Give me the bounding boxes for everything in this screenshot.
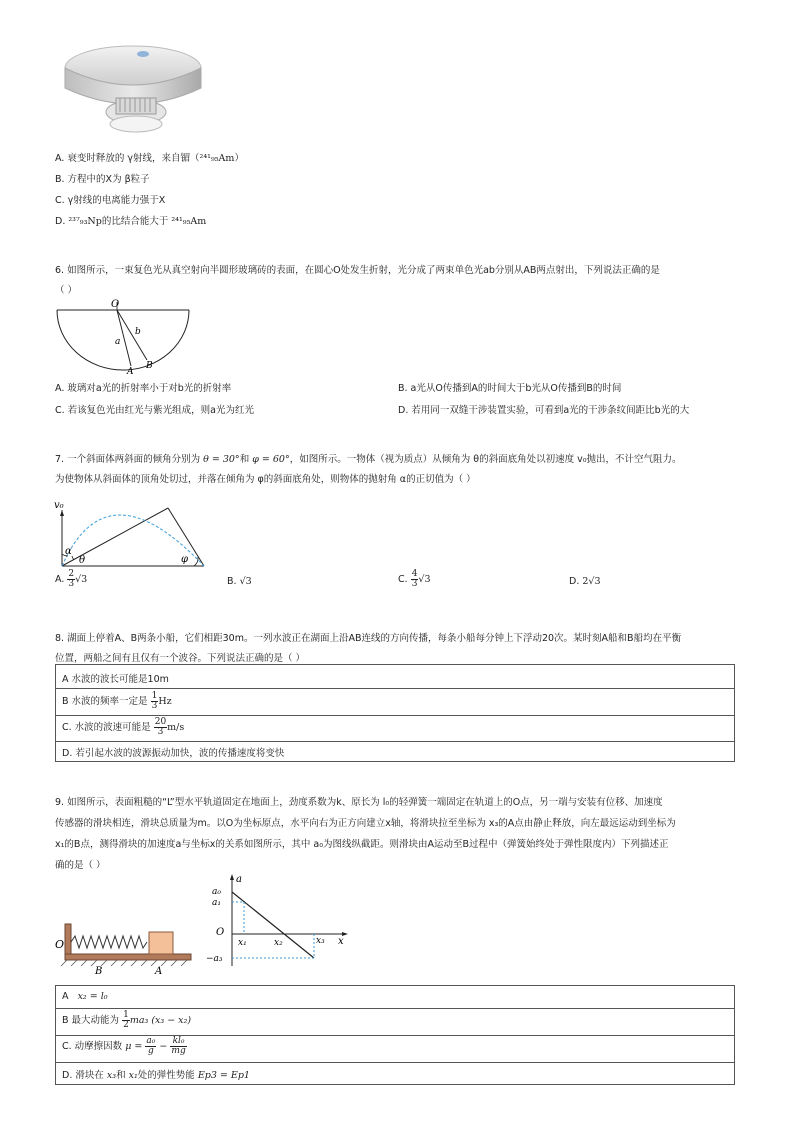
q9-row-divider	[56, 1062, 734, 1063]
q5-option-d-nuclide2: ²⁴¹₉₅Am	[171, 216, 207, 227]
q6-label-B: B	[146, 361, 153, 371]
q9-label-A: A	[155, 966, 163, 976]
q6-stem-line1: 6. 如图所示，一束复色光从真空射向半圆形玻璃砖的表面，在圆心O处发生折射，光分成了两束单色光ab分别从AB两点射出，下列说法正确的是	[55, 265, 660, 276]
q7-option-a-num: 2	[68, 569, 75, 579]
q9-graph-label-a0: a₀	[212, 887, 221, 897]
q9-option-c-frac1	[145, 1037, 156, 1056]
q9-option-c	[62, 1037, 187, 1056]
q8-option-c-unit: m/s	[167, 722, 185, 733]
q9-option-a-label: A	[62, 991, 69, 1002]
q9-graph-label-x2: x₂	[274, 938, 283, 948]
q9-option-d-mid: 处的弹性势能	[137, 1070, 195, 1081]
q8-option-d: D. 若引起水波的波源振动加快，波的传播速度将变快	[62, 748, 285, 759]
q6-stem-line2: （ ）	[55, 285, 78, 296]
q9-option-d-eq: Ep3 = Ep1	[197, 1070, 250, 1081]
q9-option-c-num1: a₀	[146, 1036, 156, 1046]
q7-option-a-root: √3	[75, 574, 88, 585]
q6-label-A: A	[127, 367, 134, 374]
q7-label-alpha: α	[65, 546, 72, 557]
q7-option-b	[227, 576, 252, 587]
q9-stem-line2: 传感器的滑块相连，滑块总质量为m。以O为坐标原点，水平向右为正方向建立x轴，将滑块拉至坐标为 x₃的A点由静止释放，向左最远运动到坐标为	[55, 818, 676, 829]
q9-option-b-num: 1	[123, 1010, 129, 1020]
q8-option-b-den: 3	[151, 701, 158, 711]
q8-row-divider	[56, 741, 734, 742]
q9-option-c-mu: μ =	[125, 1041, 143, 1052]
q7-option-a-den: 3	[68, 579, 75, 589]
q5-option-a-text: A. 衰变时释放的 γ射线，来自镅（	[55, 153, 200, 164]
q9-graph-label-x: x	[338, 936, 344, 947]
q9-option-d-x1: x₁	[128, 1070, 138, 1081]
q6-option-a: A. 玻璃对a光的折射率小于对b光的折射率	[55, 383, 232, 394]
q9-acceleration-graph	[206, 872, 352, 972]
q9-label-B: B	[95, 966, 103, 976]
q7-option-c-root: √3	[418, 574, 431, 585]
q8-option-b-unit: Hz	[158, 696, 172, 707]
q6-option-b: B. a光从O传播到A的时间大于b光从O传播到B的时间	[398, 383, 622, 394]
q9-option-b	[62, 1011, 191, 1030]
q9-option-d-text: D. 滑块在	[62, 1070, 104, 1081]
q8-option-c-text: C. 水波的波速可能是	[62, 722, 151, 733]
q7-option-a-label: A.	[55, 574, 65, 585]
q9-option-b-expr: ma₃ (x₃ − x₂)	[129, 1015, 192, 1026]
q8-option-b	[62, 692, 172, 711]
q6-label-b: b	[135, 327, 141, 337]
q9-option-a-math: x₂ = l₀	[77, 991, 108, 1002]
q9-stem-line1: 9. 如图所示，表面粗糙的“L”型水平轨道固定在地面上，劲度系数为k、原长为 l₀的轻弹簧一端固定在轨道上的O点，另一端与安装有位移、加速度	[55, 797, 663, 808]
q5-option-d	[55, 213, 206, 227]
q7-option-d	[569, 576, 601, 587]
q7-option-d-label: D.	[569, 576, 580, 587]
q6-semicircle-figure	[55, 296, 195, 374]
q7-option-d-value: 2√3	[582, 576, 601, 587]
q9-row-divider	[56, 1035, 734, 1036]
q9-option-a	[62, 991, 108, 1002]
q9-graph-label-x1: x₁	[238, 938, 247, 948]
q9-option-d-and: 和	[116, 1070, 126, 1081]
q7-label-phi: φ	[181, 554, 189, 565]
q9-option-b-den: 2	[123, 1020, 129, 1030]
q7-option-c-num: 4	[411, 569, 418, 579]
q7-phi: φ = 60°	[252, 454, 290, 465]
q5-option-d-mid: 的比结合能大于	[101, 216, 169, 227]
q7-stem-and: 和	[239, 454, 250, 465]
q5-option-a-end: ）	[234, 153, 244, 164]
q9-graph-label-a: a	[236, 874, 242, 885]
q5-option-b: B. 方程中的X为 β粒子	[55, 174, 150, 185]
q9-option-d	[62, 1067, 250, 1081]
q6-label-O: O	[111, 299, 120, 310]
q7-option-c	[398, 570, 431, 589]
q8-row-divider	[56, 688, 734, 689]
q5-option-d-label: D.	[55, 216, 66, 227]
q8-option-b-text: B 水波的频率一定是	[62, 696, 148, 707]
q7-slope-figure	[52, 494, 212, 570]
q9-graph-label-O: O	[216, 927, 225, 938]
q6-option-c: C. 若该复色光由红光与紫光组成，则a光为红光	[55, 405, 254, 416]
q5-option-c: C. γ射线的电离能力强于X	[55, 195, 166, 206]
q7-option-b-value: √3	[239, 576, 252, 587]
q9-option-c-den2: mg	[171, 1046, 186, 1056]
q9-row-divider	[56, 1008, 734, 1009]
q9-option-b-text: B 最大动能为	[62, 1015, 120, 1026]
q7-stem-line1	[55, 451, 682, 465]
q9-option-c-num2: kl₀	[170, 1037, 186, 1047]
q7-option-b-label: B.	[227, 576, 237, 587]
q7-theta: θ = 30°	[203, 454, 240, 465]
q5-option-a-nuclide: ²⁴¹₉₅Am	[199, 153, 235, 164]
q8-option-a: A 水波的波长可能是10m	[62, 674, 169, 685]
q8-option-b-num: 1	[151, 691, 158, 701]
q6-label-a: a	[115, 337, 121, 347]
q9-graph-label-neg-a3: −a₃	[206, 954, 223, 964]
q9-stem-line3: x₁的B点，测得滑块的加速度a与坐标x的关系如图所示，其中 a₀为图线纵截距。则滑块由A运动至B过程中（弹簧始终处于弹性限度内）下列描述正	[55, 839, 669, 850]
q7-stem-post: ，如图所示。一物体（视为质点）从倾角为 θ的斜面底角处以初速度 v₀抛出，不计空气阻力。	[289, 454, 682, 465]
q7-option-c-label: C.	[398, 574, 408, 585]
q8-stem-line1: 8. 湖面上停着A、B两条小船，它们相距30m。一列水波正在湖面上沿AB连线的方向传播，每条小船每分钟上下浮动20次。某时刻A船和B船均在平衡	[55, 633, 682, 644]
q7-option-c-den: 3	[411, 579, 418, 589]
q8-option-c-num: 20	[154, 717, 167, 727]
q8-option-c-den: 3	[157, 727, 164, 737]
q5-option-a	[55, 150, 244, 164]
q5-option-d-nuclide1: ²³⁷₉₃Np	[68, 216, 102, 227]
q7-option-a	[55, 570, 87, 589]
q6-option-d: D. 若用同一双缝干涉装置实验，可看到a光的干涉条纹间距比b光的大	[398, 405, 690, 416]
q9-option-c-den1: g	[148, 1046, 154, 1056]
q9-spring-track-figure	[55, 918, 195, 976]
q7-option-a-frac	[67, 570, 75, 589]
q9-label-O-left: O	[55, 938, 65, 951]
q9-option-d-x3: x₃	[106, 1070, 117, 1081]
q9-option-c-text: C. 动摩擦因数	[62, 1041, 123, 1052]
q9-option-c-frac2	[170, 1037, 186, 1056]
q8-options-table	[55, 664, 735, 762]
q9-options-table	[55, 985, 735, 1085]
q8-stem-line2: 位置，两船之间有且仅有一个波谷。下列说法正确的是（ ）	[55, 653, 306, 664]
q9-option-c-minus: −	[159, 1041, 168, 1052]
q9-graph-label-x3: x₃	[316, 936, 325, 946]
smoke-detector-image	[58, 40, 208, 140]
q8-option-c	[62, 718, 184, 737]
q9-option-b-frac	[122, 1011, 130, 1030]
q9-stem-line4: 确的是（ ）	[55, 860, 106, 871]
q8-row-divider	[56, 715, 734, 716]
q8-option-c-frac	[154, 718, 167, 737]
q9-graph-label-a1: a₁	[212, 898, 221, 908]
q7-stem-pre: 7. 一个斜面体两斜面的倾角分别为	[55, 454, 201, 465]
q7-label-theta: θ	[79, 555, 86, 566]
q7-label-v0: v₀	[54, 500, 64, 511]
q7-stem-line2: 为使物体从斜面体的顶角处切过，并落在倾角为 φ的斜面底角处，则物体的抛射角 α的正切值为（ ）	[55, 474, 476, 485]
